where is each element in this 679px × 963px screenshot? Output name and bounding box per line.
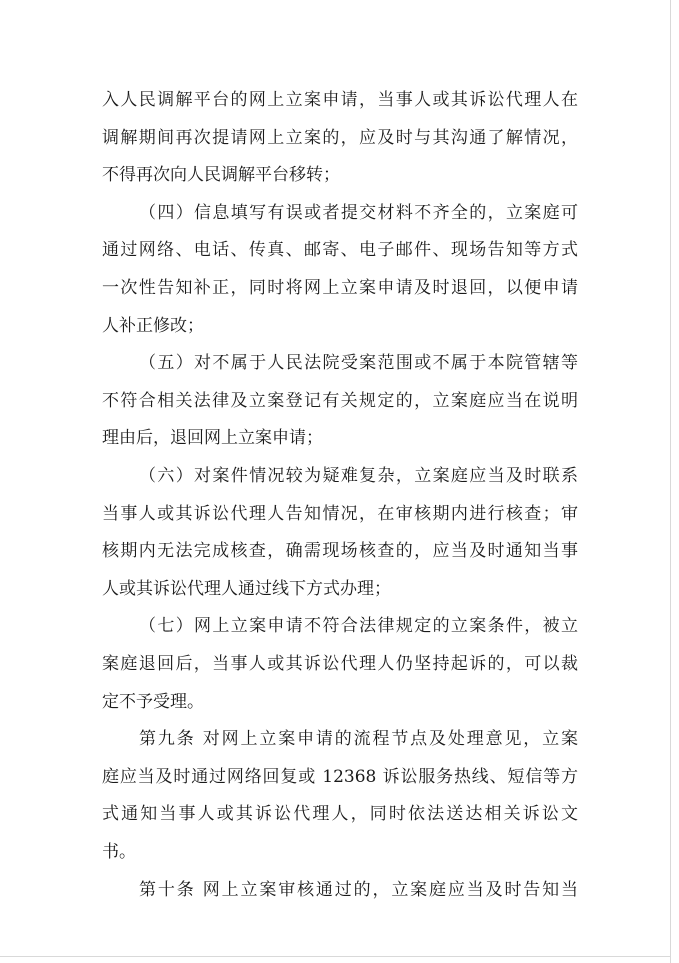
text-line: 通过网络、电话、传真、邮寄、电子邮件、现场告知等方式: [102, 240, 578, 261]
text-line: （四）信息填写有误或者提交材料不齐全的，立案庭可: [139, 202, 578, 223]
text-line: 第九条 对网上立案申请的流程节点及处理意见，立案: [139, 729, 578, 750]
text-line: 一次性告知补正，同时将网上立案申请及时退回，以便申请: [102, 278, 578, 298]
text-line: 庭应当及时通过网络回复或 12368 诉讼服务热线、短信等方: [102, 766, 578, 787]
text-line: （六）对案件情况较为疑难复杂，立案庭应当及时联系: [139, 466, 578, 486]
text-line: 第十条 网上立案审核通过的，立案庭应当及时告知当: [139, 879, 578, 900]
text-line: 定不予受理。: [102, 691, 204, 712]
text-line: 不得再次向人民调解平台移转；: [102, 165, 340, 186]
text-line: 人补正修改；: [102, 315, 204, 336]
text-line: 案庭退回后，当事人或其诉讼代理人仍坚持起诉的，可以裁: [102, 654, 578, 674]
text-line: 式通知当事人或其诉讼代理人，同时依法送达相关诉讼文: [102, 804, 578, 825]
text-line: （七）网上立案申请不符合法律规定的立案条件，被立: [139, 616, 578, 637]
text-line: 入人民调解平台的网上立案申请，当事人或其诉讼代理人在: [102, 90, 578, 110]
text-line: 不符合相关法律及立案登记有关规定的，立案庭应当在说明: [102, 390, 578, 411]
text-line: 调解期间再次提请网上立案的，应及时与其沟通了解情况，: [102, 127, 578, 148]
text-line: 理由后，退回网上立案申请；: [102, 428, 323, 449]
page-edge-right: [670, 0, 671, 963]
text-line: 书。: [102, 842, 136, 862]
text-line: 当事人或其诉讼代理人告知情况，在审核期内进行核查；审: [102, 503, 578, 524]
text-line: 核期内无法完成核查，确需现场核查的，应当及时通知当事: [102, 541, 578, 562]
page-edge-bottom: [0, 956, 671, 957]
text-line: 人或其诉讼代理人通过线下方式办理；: [102, 578, 391, 599]
text-line: （五）对不属于人民法院受案范围或不属于本院管辖等: [139, 353, 578, 374]
